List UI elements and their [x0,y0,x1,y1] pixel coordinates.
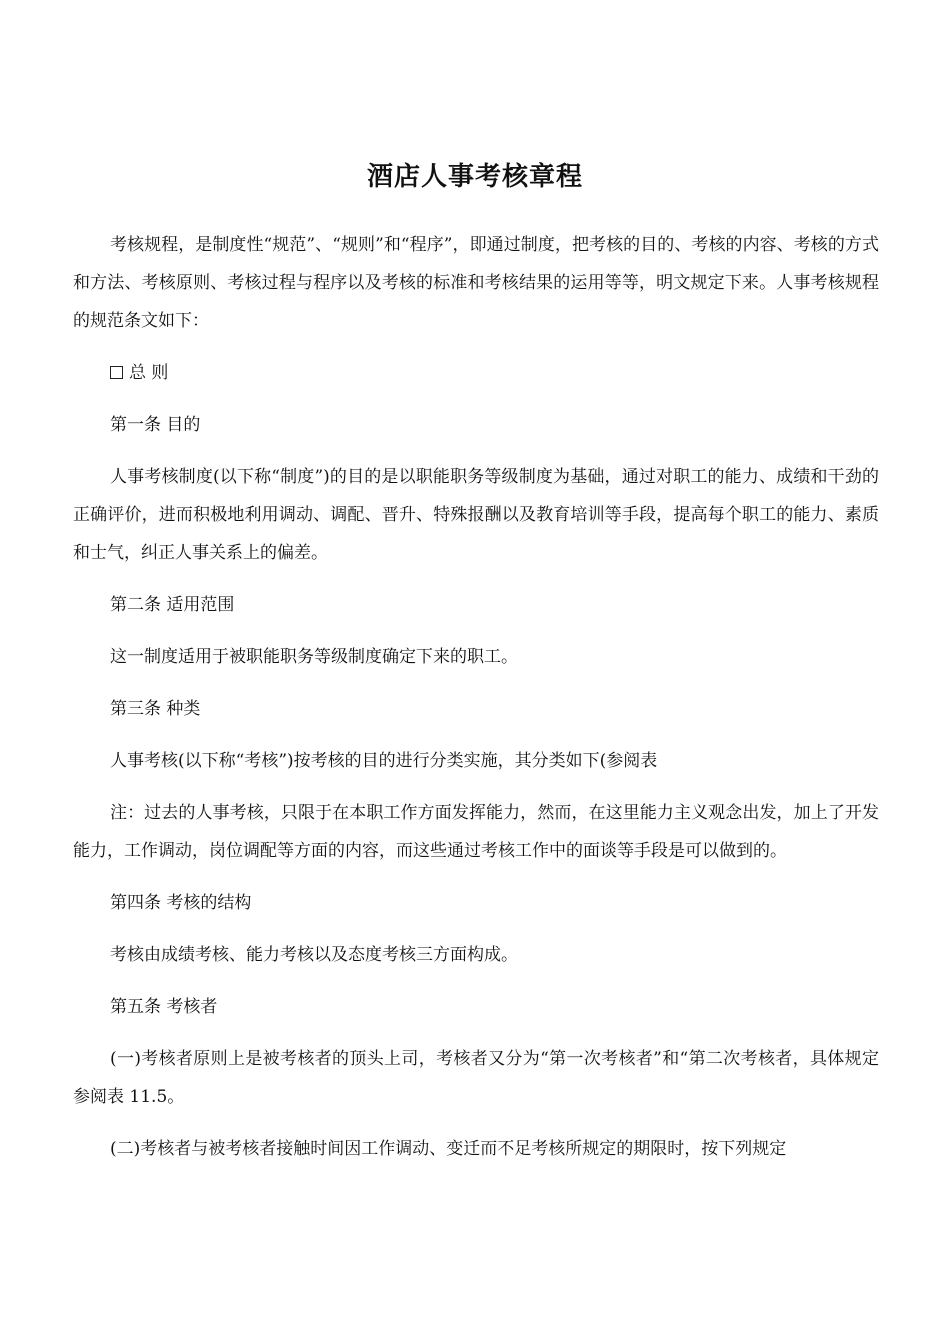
article3-heading: 第三条 种类 [110,699,201,719]
section-heading-general [73,354,879,392]
article2-paragraph: 这一制度适用于被职能职务等级制度确定下来的职工。 [110,647,518,667]
article2-heading: 第二条 适用范围 [110,595,235,615]
checkbox-icon [110,366,123,379]
article1-paragraph: 人事考核制度(以下称“制度”)的目的是以职能职务等级制度为基础，通过对职工的能力、成绩和干劲的正确评价，进而积极地利用调动、调配、晋升、特殊报酬以及教育培训等手段，提高每个职工的能力、素质和士气，纠正人事关系上的偏差。 [73,467,879,563]
document-body [73,226,879,1168]
article1-heading: 第一条 目的 [110,415,201,435]
section-heading-text: 总 则 [129,363,169,383]
article4-heading: 第四条 考核的结构 [110,893,252,913]
intro-paragraph: 考核规程，是制度性“规范”、“规则”和“程序”，即通过制度，把考核的目的、考核的内容、考核的方式和方法、考核原则、考核过程与程序以及考核的标准和考核结果的运用等等，明文规定下来。人事考核规程的规范条文如下： [73,235,879,331]
article3-paragraph: 人事考核(以下称“考核”)按考核的目的进行分类实施，其分类如下(参阅表 [110,751,658,771]
note-paragraph: 注：过去的人事考核，只限于在本职工作方面发挥能力，然而，在这里能力主义观念出发，加上了开发能力，工作调动，岗位调配等方面的内容，而这些通过考核工作中的面谈等手段是可以做到的。 [73,803,879,861]
document-title: 酒店人事考核章程 [366,162,583,192]
article4-paragraph: 考核由成绩考核、能力考核以及态度考核三方面构成。 [110,945,518,965]
article5-item-2: (二)考核者与被考核者接触时间因工作调动、变迁而不足考核所规定的期限时，按下列规定 [110,1139,787,1159]
article5-heading: 第五条 考核者 [110,997,218,1017]
article5-item-1: (一)考核者原则上是被考核者的顶头上司，考核者又分为“第一次考核者”和“第二次考核者，具体规定参阅表 11.5。 [73,1049,879,1107]
